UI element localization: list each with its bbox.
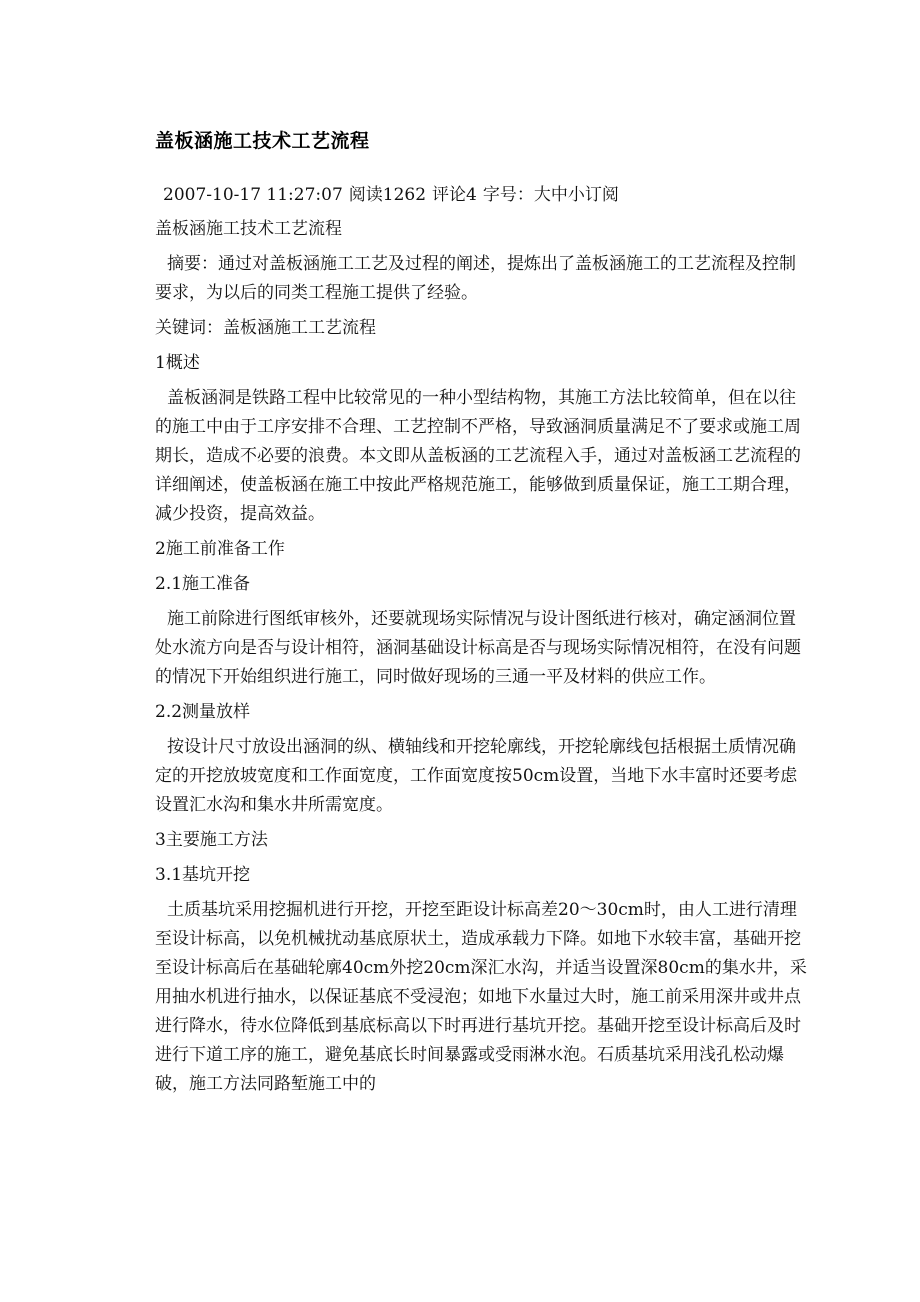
excavation-paragraph: 土质基坑采用挖掘机进行开挖，开挖至距设计标高差20～30cm时，由人工进行清理至设计标高，以免机械扰动基底原状土，造成承载力下降。如地下水较丰富，基础开挖至设计标高后在基础轮廓40cm外挖20cm深汇水沟，并适当设置深80cm的集水井，采用抽水机进行抽水，以保证基底不受浸泡；如地下水量过大时，施工前采用深井或井点进行降水，待水位降低到基底标高以下时再进行基坑开挖。基础开挖至设计标高后及时进行下道工序的施工，避免基底长时间暴露或受雨淋水泡。石质基坑采用浅孔松动爆破，施工方法同路堑施工中的 — [155, 900, 807, 1094]
section-heading-1: 1概述 — [155, 353, 200, 373]
section-heading-3: 3主要施工方法 — [155, 830, 268, 850]
keywords: 关键词：盖板涵施工工艺流程 — [155, 318, 376, 338]
read-count: 阅读1262 — [348, 185, 427, 205]
comment-count: 评论4 — [432, 185, 477, 205]
abstract-paragraph: 摘要：通过对盖板涵施工工艺及过程的阐述，提炼出了盖板涵施工的工艺流程及控制要求，为以后的同类工程施工提供了经验。 — [155, 254, 796, 303]
subsection-heading-3-1: 3.1基坑开挖 — [155, 865, 251, 885]
overview-paragraph: 盖板涵洞是铁路工程中比较常见的一种小型结构物，其施工方法比较简单，但在以往的施工中由于工序安排不合理、工艺控制不严格，导致涵洞质量满足不了要求或施工周期长，造成不必要的浪费。本文即从盖板涵的工艺流程入手，通过对盖板涵工艺流程的详细阐述，使盖板涵在施工中按此严格规范施工，能够做到质量保证，施工工期合理，减少投资，提高效益。 — [155, 388, 801, 524]
subsection-heading-2-2: 2.2测量放样 — [155, 702, 251, 722]
post-datetime: 2007-10-17 11:27:07 — [163, 185, 343, 205]
document-title: 盖板涵施工技术工艺流程 — [155, 130, 370, 152]
survey-paragraph: 按设计尺寸放设出涵洞的纵、横轴线和开挖轮廓线，开挖轮廓线包括根据土质情况确定的开挖放坡宽度和工作面宽度，工作面宽度按50cm设置，当地下水丰富时还要考虑设置汇水沟和集水井所需宽度。 — [155, 737, 798, 815]
font-size-options: 字号：大中小订阅 — [482, 185, 619, 205]
article-body — [155, 215, 807, 1105]
article-meta — [163, 180, 625, 205]
preparation-paragraph: 施工前除进行图纸审核外，还要就现场实际情况与设计图纸进行核对，确定涵洞位置处水流方向是否与设计相符，涵洞基础设计标高是否与现场实际情况相符，在没有问题的情况下开始组织进行施工，同时做好现场的三通一平及材料的供应工作。 — [155, 609, 801, 687]
subtitle: 盖板涵施工技术工艺流程 — [155, 219, 342, 239]
section-heading-2: 2施工前准备工作 — [155, 539, 285, 559]
subsection-heading-2-1: 2.1施工准备 — [155, 574, 251, 594]
